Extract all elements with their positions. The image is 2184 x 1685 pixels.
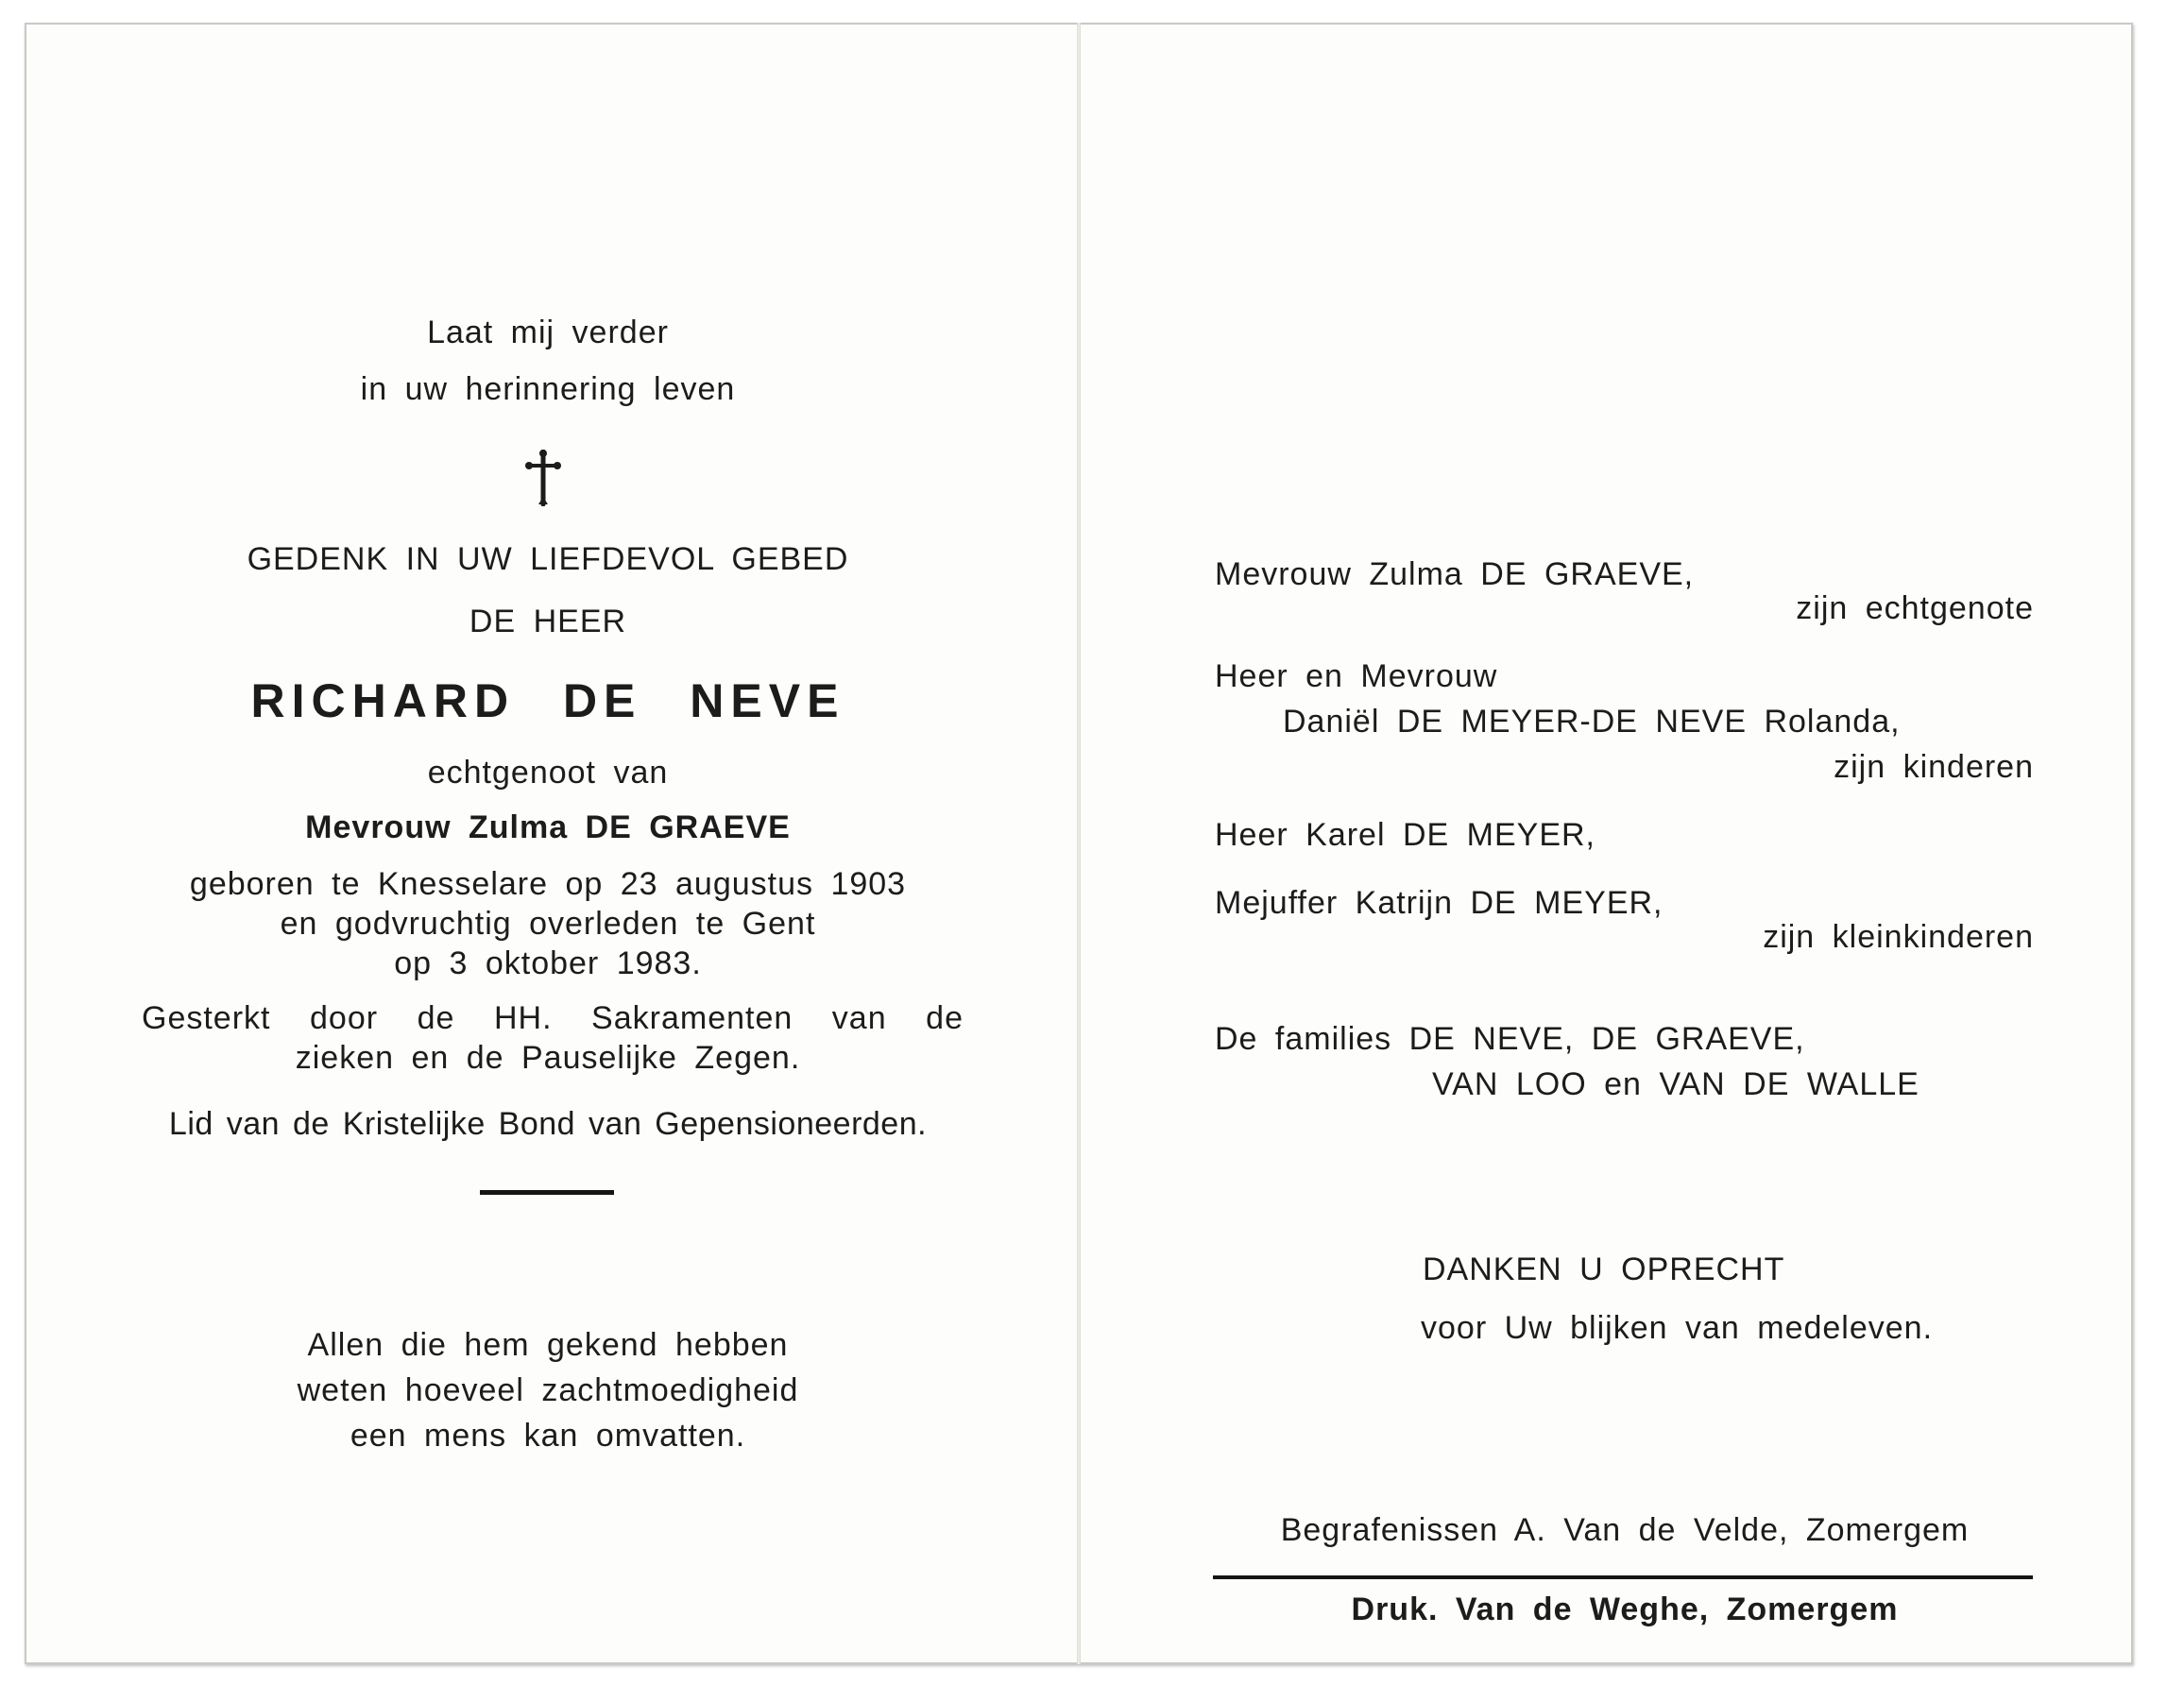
undertaker-line: Begrafenissen A. Van de Velde, Zomergem	[1280, 1512, 1970, 1548]
prayer-line: GEDENK IN UW LIEFDEVOL GEBED	[247, 541, 849, 577]
divider-rule	[480, 1190, 614, 1195]
grandchild-entry-2: Mejuffer Katrijn DE MEYER,	[1215, 885, 1664, 921]
death-line-2: op 3 oktober 1983.	[394, 945, 702, 981]
thanks-text: voor Uw blijken van medeleven.	[1421, 1310, 1934, 1346]
printer-line: Druk. Van de Weghe, Zomergem	[1351, 1591, 1899, 1627]
families-line-1: De families DE NEVE, DE GRAEVE,	[1215, 1021, 1805, 1057]
families-line-2: VAN LOO en VAN DE WALLE	[1432, 1066, 1920, 1102]
spouse-intro: echtgenoot van	[427, 755, 669, 791]
children-entry-intro: Heer en Mevrouw	[1215, 658, 1498, 694]
membership-line: Lid van de Kristelijke Bond van Gepensioneerden.	[168, 1106, 928, 1142]
grandchild-entry-1: Heer Karel DE MEYER,	[1215, 817, 1595, 853]
grandchildren-relation: zijn kleinkinderen	[1763, 919, 2034, 955]
closing-verse-line-3: een mens kan omvatten.	[350, 1418, 746, 1454]
thanks-heading: DANKEN U OPRECHT	[1423, 1251, 1785, 1287]
sacraments-line-2: zieken en de Pauselijke Zegen.	[295, 1040, 801, 1076]
birth-line: geboren te Knesselare op 23 augustus 1903	[189, 866, 907, 902]
sacraments-line-1: Gesterkt door de HH. Sakramenten van de	[142, 1000, 964, 1036]
card-fold-line	[1077, 23, 1081, 1664]
closing-verse-line-2: weten hoeveel zachtmoedigheid	[297, 1372, 799, 1408]
deceased-name: RICHARD DE NEVE	[250, 674, 845, 727]
children-entry-names: Daniël DE MEYER-DE NEVE Rolanda,	[1283, 704, 1901, 740]
death-line-1: en godvruchtig overleden te Gent	[280, 906, 816, 942]
motto-line-2: in uw herinnering leven	[360, 371, 736, 407]
footer-rule	[1213, 1575, 2033, 1579]
spouse-entry-name: Mevrouw Zulma DE GRAEVE,	[1215, 556, 1695, 592]
spouse-name: Mevrouw Zulma DE GRAEVE	[305, 809, 791, 845]
spouse-entry-relation: zijn echtgenote	[1796, 590, 2034, 626]
motto-line-1: Laat mij verder	[427, 315, 669, 350]
children-entry-relation: zijn kinderen	[1834, 749, 2034, 785]
title-line: DE HEER	[469, 604, 627, 639]
cross-icon	[524, 450, 562, 506]
closing-verse-line-1: Allen die hem gekend hebben	[307, 1327, 789, 1363]
